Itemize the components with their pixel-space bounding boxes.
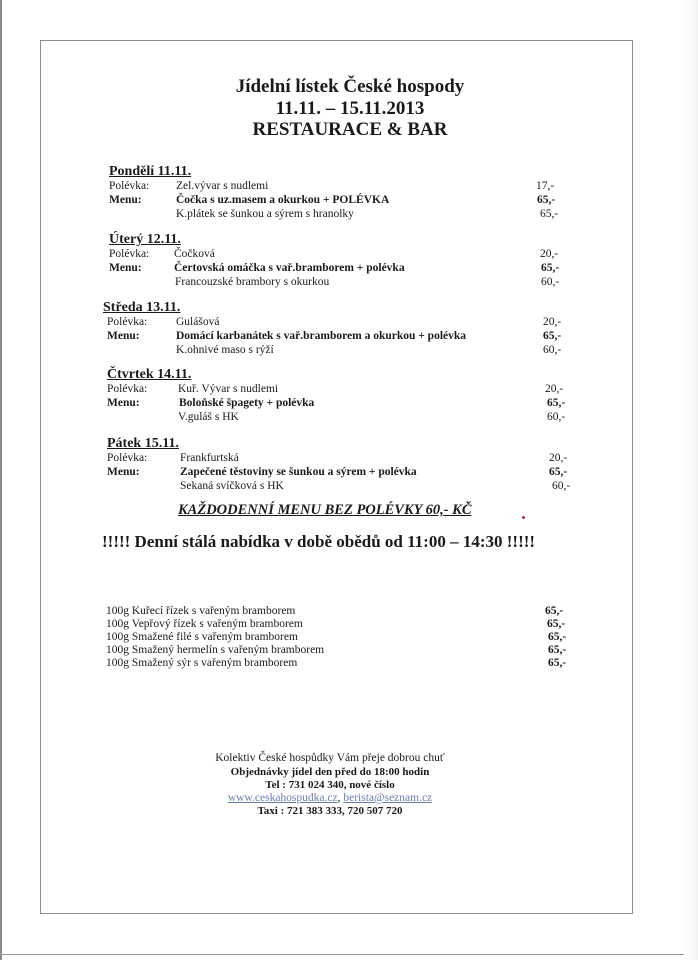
menu-label: Menu: bbox=[107, 397, 140, 409]
day-heading: Pátek 15.11. bbox=[107, 436, 179, 451]
contact-separator: , bbox=[337, 792, 344, 804]
standing-item-price: 65,- bbox=[547, 618, 566, 630]
soup-label: Polévka: bbox=[107, 316, 148, 328]
scan-edge bbox=[0, 0, 2, 960]
menu-dish-1-price: 65,- bbox=[543, 330, 562, 342]
soup-label: Polévka: bbox=[109, 180, 150, 192]
menu-dish-1: Boloňské špagety + polévka bbox=[179, 397, 315, 409]
menu-label: Menu: bbox=[109, 194, 142, 206]
menu-dish-1-price: 65,- bbox=[549, 466, 568, 478]
scan-edge bbox=[0, 954, 685, 955]
soup-price: 20,- bbox=[545, 383, 564, 395]
menu-dish-1: Čertovská omáčka s vař.bramborem + polévka bbox=[174, 262, 405, 274]
menu-dish-2-price: 60,- bbox=[547, 411, 566, 423]
menu-dish-2: K.plátek se šunkou a sýrem s hranolky bbox=[176, 208, 354, 220]
soup-label: Polévka: bbox=[107, 452, 148, 464]
menu-dish-1: Domácí karbanátek s vař.bramborem a okurkou + polévka bbox=[176, 330, 467, 342]
standing-item: 100g Vepřový řízek s vařeným bramborem bbox=[106, 618, 303, 630]
soup-label: Polévka: bbox=[109, 248, 150, 260]
day-heading: Úterý 12.11. bbox=[109, 232, 181, 247]
day-heading: Čtvrtek 14.11. bbox=[107, 367, 192, 382]
standing-item-price: 65,- bbox=[548, 657, 567, 669]
soup-name: Frankfurtská bbox=[180, 452, 239, 464]
menu-dish-1-price: 65,- bbox=[537, 194, 556, 206]
soup-name: Kuř. Vývar s nudlemi bbox=[178, 383, 279, 395]
menu-dish-2-price: 60,- bbox=[543, 344, 562, 356]
menu-dish-1: Zapečené těstoviny se šunkou a sýrem + polévka bbox=[180, 466, 417, 478]
menu-dish-2-price: 60,- bbox=[552, 480, 571, 492]
soup-label: Polévka: bbox=[107, 383, 148, 395]
day-heading: Pondělí 11.11. bbox=[109, 164, 192, 179]
footer-orders: Objednávky jídel den před do 18:00 hodin bbox=[230, 766, 430, 778]
scan-shadow bbox=[684, 0, 698, 960]
no-soup-notice: KAŽDODENNÍ MENU BEZ POLÉVKY 60,- KČ bbox=[178, 502, 472, 518]
standing-item-price: 65,- bbox=[545, 605, 564, 617]
menu-dish-1: Čočka s uz.masem a okurkou + POLÉVKA bbox=[176, 194, 390, 206]
standing-item-price: 65,- bbox=[548, 644, 567, 656]
standing-item: 100g Kuřecí řízek s vařeným bramborem bbox=[106, 605, 296, 617]
footer-contacts bbox=[180, 792, 480, 804]
menu-label: Menu: bbox=[107, 330, 140, 342]
menu-label: Menu: bbox=[107, 466, 140, 478]
soup-price: 20,- bbox=[549, 452, 568, 464]
menu-dish-2-price: 60,- bbox=[541, 276, 560, 288]
menu-dish-1-price: 65,- bbox=[547, 397, 566, 409]
standing-item: 100g Smažené filé s vařeným bramborem bbox=[106, 631, 298, 643]
menu-label: Menu: bbox=[109, 262, 142, 274]
red-mark bbox=[522, 516, 525, 519]
daily-offer-heading: !!!!! Denní stálá nabídka v době obědů od 11:00 – 14:30 !!!!! bbox=[102, 532, 536, 551]
footer-taxi: Taxi : 721 383 333, 720 507 720 bbox=[257, 805, 403, 817]
menu-subtitle: RESTAURACE & BAR bbox=[252, 119, 448, 140]
menu-dish-2: Sekaná svíčková s HK bbox=[180, 480, 284, 492]
menu-dish-2: K.ohnivé maso s rýží bbox=[176, 344, 274, 356]
menu-dish-2: Francouzské brambory s okurkou bbox=[175, 276, 330, 288]
soup-price: 17,- bbox=[536, 180, 555, 192]
standing-item-price: 65,- bbox=[548, 631, 567, 643]
soup-name: Gulášová bbox=[176, 316, 220, 328]
footer-greeting: Kolektiv České hospůdky Vám přeje dobrou chuť bbox=[215, 752, 445, 764]
day-heading: Středa 13.11. bbox=[103, 300, 181, 315]
standing-item: 100g Smažený hermelín s vařeným bramborem bbox=[106, 644, 325, 656]
soup-price: 20,- bbox=[543, 316, 562, 328]
soup-price: 20,- bbox=[540, 248, 559, 260]
soup-name: Čočková bbox=[174, 248, 215, 260]
footer-phone: Tel : 731 024 340, nové číslo bbox=[265, 779, 395, 791]
menu-dish-2: V.guláš s HK bbox=[178, 411, 239, 423]
soup-name: Zel.vývar s nudlemi bbox=[176, 180, 269, 192]
website-link[interactable]: www.ceskahospudka.cz bbox=[227, 792, 338, 804]
menu-title: Jídelní lístek České hospody bbox=[235, 76, 465, 97]
menu-dish-1-price: 65,- bbox=[541, 262, 560, 274]
email-link[interactable]: berista@seznam.cz bbox=[343, 792, 433, 804]
standing-item: 100g Smažený sýr s vařeným bramborem bbox=[106, 657, 298, 669]
menu-dish-2-price: 65,- bbox=[540, 208, 559, 220]
menu-dates: 11.11. – 15.11.2013 bbox=[275, 98, 425, 119]
